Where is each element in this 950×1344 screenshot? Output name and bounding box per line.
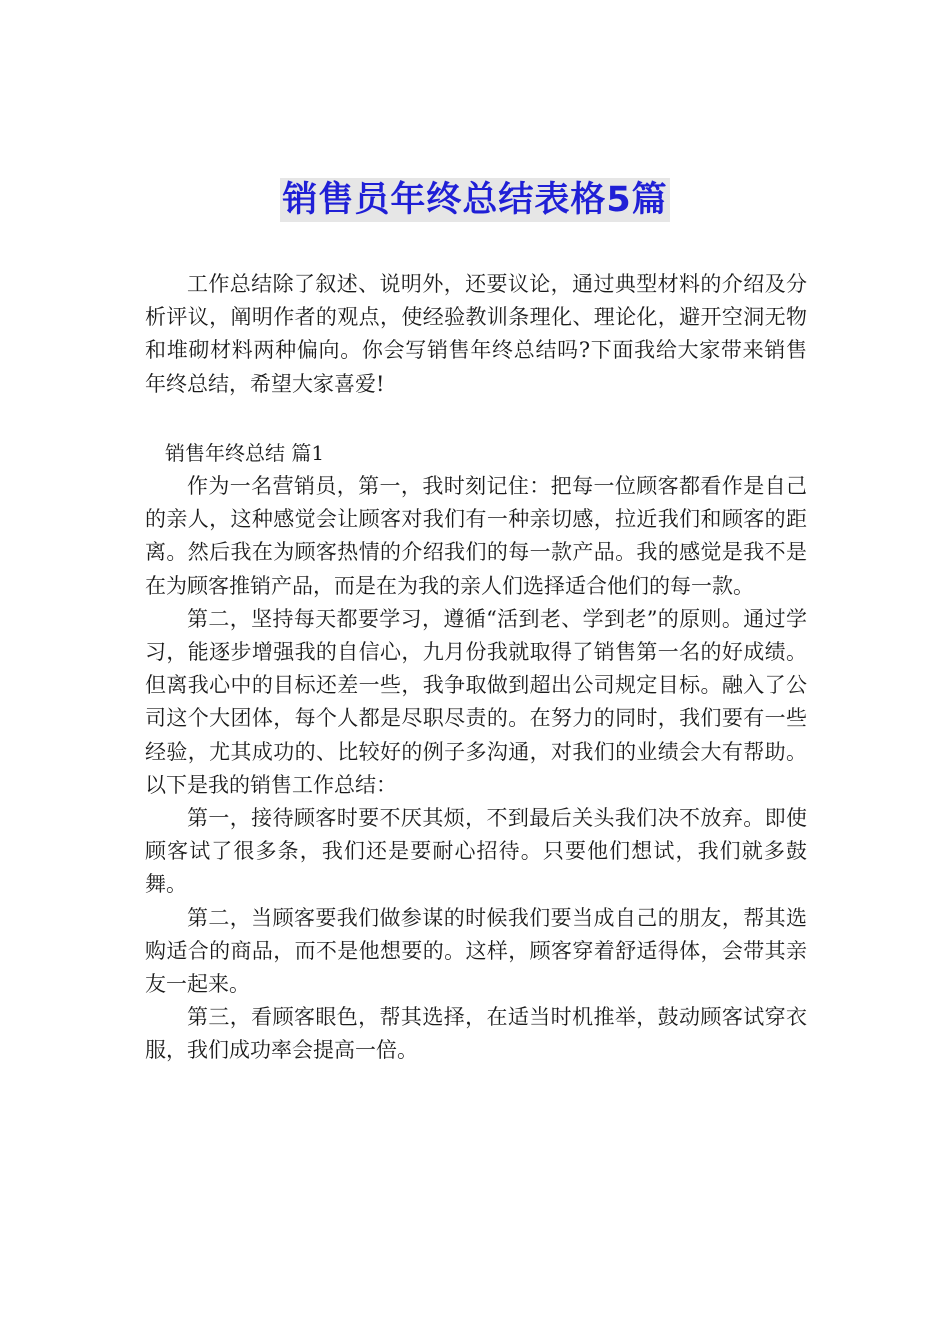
section-heading: 销售年终总结 篇1: [165, 440, 325, 465]
body-paragraph: 第一，接待顾客时要不厌其烦，不到最后关头我们决不放弃。即使顾客试了很多条，我们还是要耐心招待。只要他们想试，我们就多鼓舞。: [145, 806, 807, 897]
intro-paragraph: 工作总结除了叙述、说明外，还要议论，通过典型材料的介绍及分析评议，阐明作者的观点，使经验教训条理化、理论化，避开空洞无物和堆砌材料两种偏向。你会写销售年终总结吗?下面我给大家带来销售年终总结，希望大家喜爱!: [145, 272, 807, 396]
title-container: [0, 178, 950, 222]
document-body: [145, 268, 807, 1068]
body-paragraph: 第三，看顾客眼色，帮其选择，在适当时机推举，鼓动顾客试穿衣服，我们成功率会提高一倍。: [145, 1005, 807, 1063]
document-title: 销售员年终总结表格5篇: [282, 180, 668, 220]
body-paragraph: 作为一名营销员，第一，我时刻记住：把每一位顾客都看作是自己的亲人，这种感觉会让顾客对我们有一种亲切感，拉近我们和顾客的距离。然后我在为顾客热情的介绍我们的每一款产品。我的感觉是我不是在为顾客推销产品，而是在为我的亲人们选择适合他们的每一款。: [145, 474, 807, 598]
body-paragraph: 第二，当顾客要我们做参谋的时候我们要当成自己的朋友，帮其选购适合的商品，而不是他想要的。这样，顾客穿着舒适得体，会带其亲友一起来。: [145, 905, 807, 997]
body-paragraph: 第二，坚持每天都要学习，遵循“活到老、学到老”的原则。通过学习，能逐步增强我的自信心，九月份我就取得了销售第一名的好成绩。但离我心中的目标还差一些，我争取做到超出公司规定目标。融入了公司这个大团体，每个人都是尽职尽责的。在努力的同时，我们要有一些经验，尤其成功的、比较好的例子多沟通，对我们的业绩会大有帮助。以下是我的销售工作总结：: [145, 606, 807, 797]
